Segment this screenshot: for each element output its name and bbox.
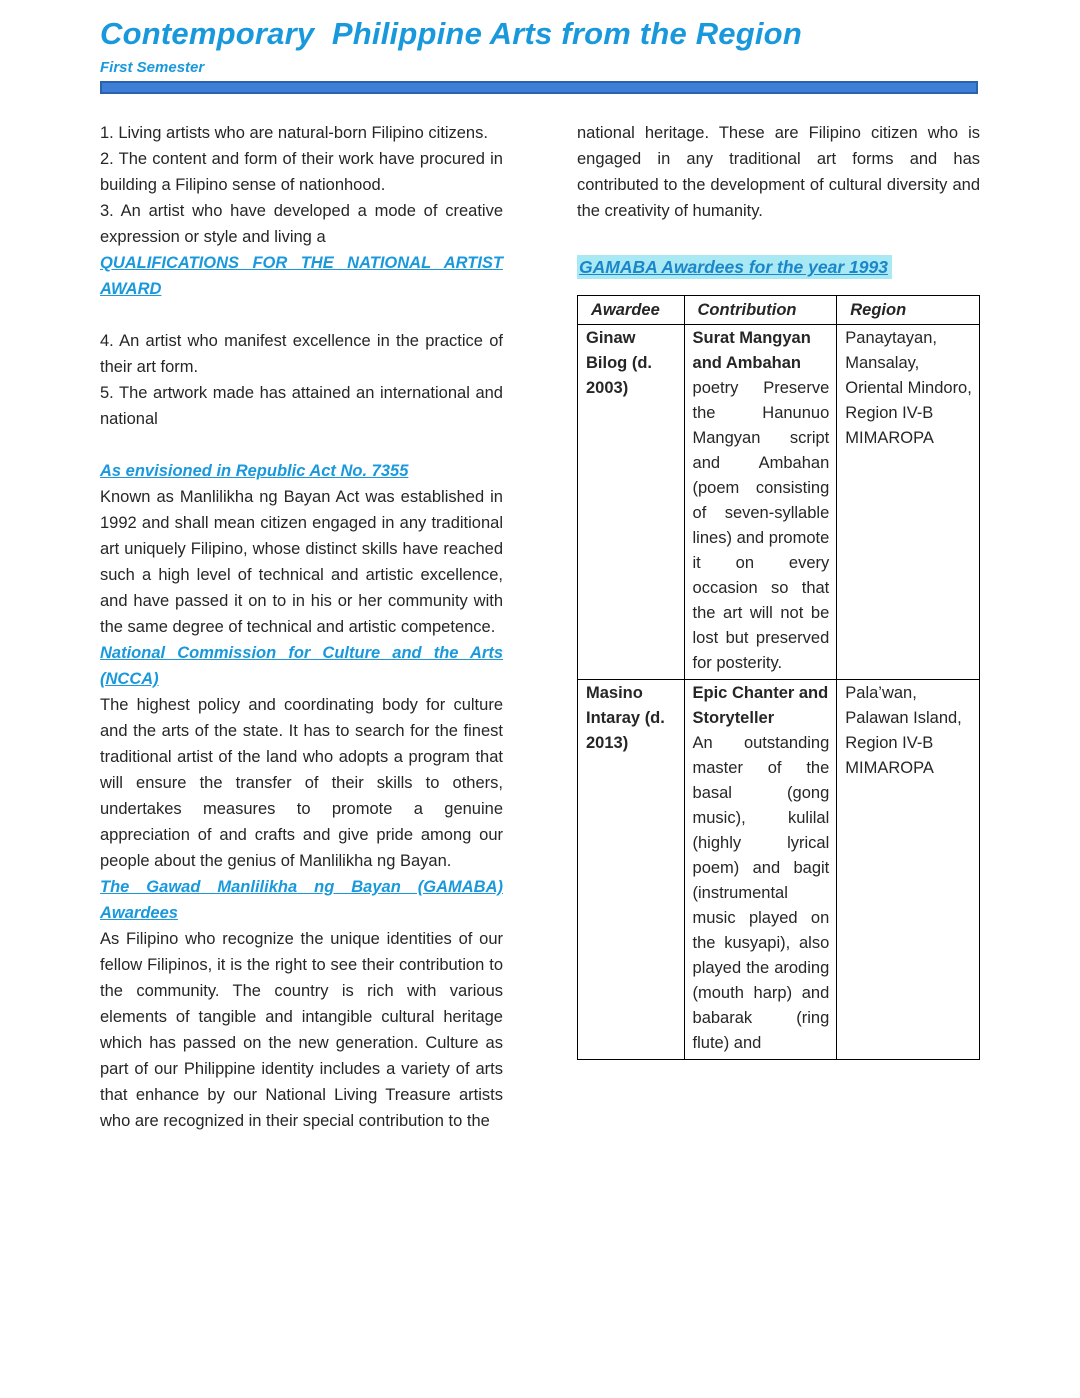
paragraph-ncca: The highest policy and coordinating body for culture and the arts of the state. It has to search for the finest traditional artist of the land who adopts a program that will ensure the transfer of their skills to others, undertakes measures to promote a genuine appreciation of and crafts and give pride among our people about the genius of Manlilikha ng Bayan. [100,696,503,870]
region-cell: Panaytayan, Mansalay, Oriental Mindoro, Region IV-B MIMAROPA [837,325,980,680]
heading-gawad-manlilikha-awardees: The Gawad Manlilikha ng Bayan (GAMABA) Awardees [100,878,503,922]
heading-republic-act-7355: As envisioned in Republic Act No. 7355 [100,462,409,480]
table-header-row [578,296,980,325]
list-item-5: 5. The artwork made has attained an international and national [100,384,503,428]
table-header-region: Region [837,296,980,325]
spacer [577,224,980,254]
contribution-title: Surat Mangyan and Ambahan [692,329,811,372]
heading-ncca: National Commission for Culture and the Arts (NCCA) [100,644,503,688]
awardee-name: Masino Intaray (d. 2013) [578,680,685,1060]
continuation-paragraph: national heritage. These are Filipino citizen who is engaged in any traditional art forms and has contributed to the development of cultural diversity and the creativity of humanity. [577,124,980,220]
content-columns [0,94,1080,1134]
spacer [100,302,503,328]
table-header-awardee: Awardee [578,296,685,325]
contribution-cell [684,325,837,680]
paragraph-republic-act: Known as Manlilikha ng Bayan Act was established in 1992 and shall mean citizen engaged in any traditional art uniquely Filipino, whose distinct skills have reached such a high level of technical and artistic excellence, and have passed it on to in his or her community with the same degree of technical and artistic competence. [100,488,503,636]
heading-qualifications-national-artist-award: QUALIFICATIONS FOR THE NATIONAL ARTIST AWARD [100,254,503,298]
contribution-title: Epic Chanter and Storyteller [692,684,829,727]
left-column [100,120,503,1134]
awardee-name: Ginaw Bilog (d. 2003) [578,325,685,680]
gamaba-awardees-table [577,295,980,1060]
contribution-body: poetry Preserve the Hanunuo Mangyan script and Ambahan (poem consisting of seven-syllable lines) and promote it on every occasion so that the art will not be lost but preserved for posterity. [692,379,830,672]
right-column [577,120,980,1134]
gamaba-1993-heading-row [577,254,980,281]
page-title: Contemporary Philippine Arts from the Region [100,16,802,51]
gamaba-1993-heading: GAMABA Awardees for the year 1993 [577,255,892,279]
paragraph-gamaba: As Filipino who recognize the unique identities of our fellow Filipinos, it is the right to see their contribution to the community. The country is rich with various elements of tangible and intangible cultural heritage which has passed on the new generation. Culture as part of our Philippine identity includes a variety of arts that enhance by our National Living Treasure artists who are recognized in their special contribution to the [100,930,503,1130]
document-header [0,0,1080,94]
page-subtitle: First Semester [100,59,205,76]
header-divider-bar [100,81,978,94]
list-item-4: 4. An artist who manifest excellence in the practice of their art form. [100,332,503,376]
table-header-contribution: Contribution [684,296,837,325]
contribution-body: An outstanding master of the basal (gong music), kulilal (highly lyrical poem) and bagit (instrumental music played on the kusyapi), also played the aroding (mouth harp) and babarak (ring flute) and [692,734,830,1052]
spacer [577,281,980,295]
table-row-ginaw-bilog [578,325,980,680]
spacer [100,432,503,458]
region-cell: Pala’wan, Palawan Island, Region IV-B MIMAROPA [837,680,980,1060]
list-item-1: 1. Living artists who are natural-born Filipino citizens. [100,124,488,142]
list-item-3: 3. An artist who have developed a mode of creative expression or style and living a [100,202,503,246]
list-item-2: 2. The content and form of their work have procured in building a Filipino sense of nationhood. [100,150,503,194]
table-row-masino-intaray [578,680,980,1060]
contribution-cell [684,680,837,1060]
